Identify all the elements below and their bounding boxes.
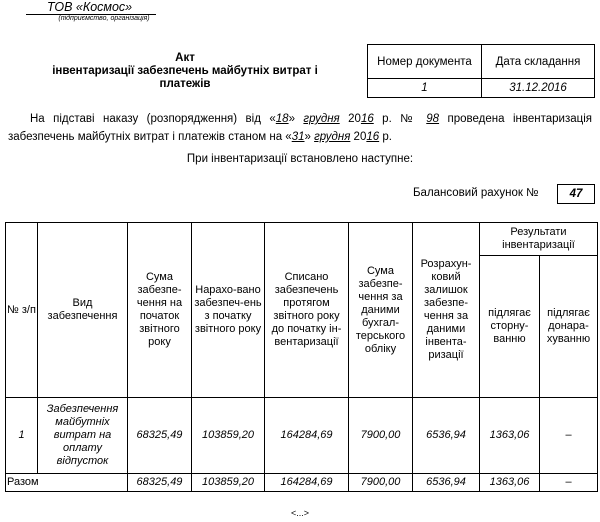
document-info-table (367, 44, 595, 98)
company-name: ТОВ «Космос» (47, 0, 133, 14)
act-title-line2: інвентаризації забезпечень майбутніх витрат і платежів (52, 65, 318, 90)
total-calc: 6536,94 (413, 474, 480, 492)
doc-number-header: Номер документа (368, 45, 482, 79)
found-text: При інвентаризації встановлено наступне: (186, 153, 414, 165)
order-year-suffix: 16 (360, 113, 374, 125)
inventory-table (5, 222, 598, 492)
row-num: 1 (6, 398, 38, 474)
row-start-sum: 68325,49 (128, 398, 192, 474)
total-label: Разом (6, 474, 128, 492)
header-type: Вид забезпечення (38, 223, 128, 398)
para-text-7: 20 (350, 131, 367, 143)
row-accrued: 103859,20 (192, 398, 265, 474)
state-month: грудня (314, 131, 351, 143)
order-day: 18 (275, 113, 289, 125)
act-title-line1: Акт (175, 52, 195, 64)
order-paragraph (8, 110, 592, 146)
row-reverse: 1363,06 (480, 398, 540, 474)
account-label: Балансовий рахунок № (413, 187, 539, 199)
para-text-4: р. № (373, 113, 427, 125)
para-text-2: » (288, 113, 304, 125)
row-type: Забезпечення майбутніх витрат на оплату відпусток (38, 398, 128, 474)
order-number: 98 (426, 113, 440, 125)
total-reverse: 1363,06 (480, 474, 540, 492)
doc-date-value: 31.12.2016 (482, 79, 595, 98)
total-book-sum: 7900,00 (349, 474, 413, 492)
state-day: 31 (291, 131, 305, 143)
doc-date-header: Дата складання (482, 45, 595, 79)
total-accrued: 103859,20 (192, 474, 265, 492)
act-title (30, 52, 340, 91)
order-month: грудня (303, 113, 340, 125)
header-book-sum: Сума забезпе-чення за даними бухгал-терського обліку (349, 223, 413, 398)
para-text-3: 20 (339, 113, 361, 125)
header-additional: підлягає донара-хуванню (540, 256, 598, 398)
header-results: Результати інвентаризації (480, 223, 598, 256)
footer-ellipsis: <...> (290, 508, 309, 518)
row-calc: 6536,94 (413, 398, 480, 474)
state-year-suffix: 16 (366, 131, 380, 143)
header-written-off: Списано забезпечень протягом звітного року до початку ін-вентаризації (265, 223, 349, 398)
total-additional: – (540, 474, 598, 492)
doc-number-value: 1 (368, 79, 482, 98)
account-value: 47 (557, 184, 595, 204)
total-row (6, 474, 598, 492)
row-book-sum: 7900,00 (349, 398, 413, 474)
row-written-off: 164284,69 (265, 398, 349, 474)
para-text-8: р. (379, 131, 392, 143)
row-additional: – (540, 398, 598, 474)
company-caption: (підприємство, організація) (58, 15, 150, 22)
para-text-5: проведена інвентаризація забезпечень майбутніх витрат і платежів станом на « (8, 113, 592, 143)
header-start-sum: Сума забезпе-чення на початок звітного року (128, 223, 192, 398)
para-text-6: » (304, 131, 315, 143)
header-accrued: Нарахо-вано забезпеч-ень з початку звітного року (192, 223, 265, 398)
total-written-off: 164284,69 (265, 474, 349, 492)
header-calc: Розрахун-ковий залишок забезпе-чення за даними інвента-ризації (413, 223, 480, 398)
para-text-1: На підставі наказу (розпорядження) від « (30, 113, 276, 125)
table-row (6, 398, 598, 474)
total-start-sum: 68325,49 (128, 474, 192, 492)
header-reverse: підлягає сторну-ванню (480, 256, 540, 398)
header-num: № з/п (6, 223, 38, 398)
